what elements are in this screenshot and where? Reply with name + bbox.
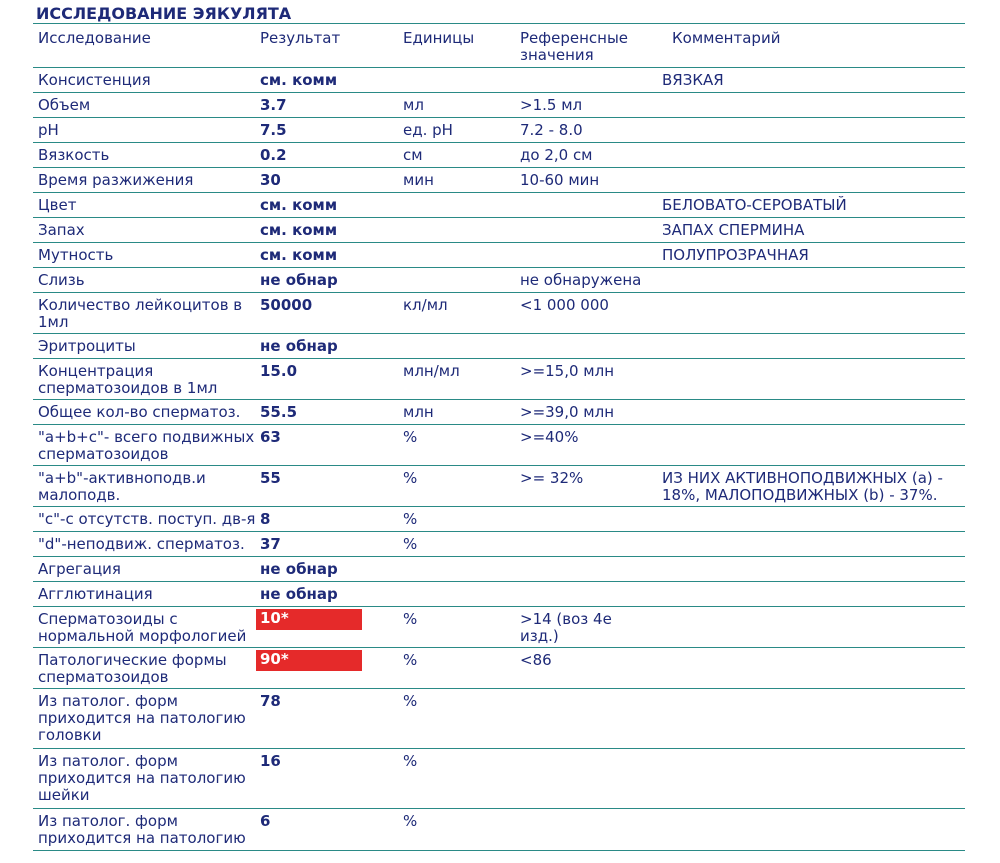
cell-result: не обнар <box>260 271 338 289</box>
cell-units: ед. pH <box>403 121 453 139</box>
cell-name: Агрегация <box>38 560 121 578</box>
cell-name: Агглютинация <box>38 585 153 603</box>
cell-result: 0.2 <box>260 146 287 164</box>
row-divider <box>33 67 965 68</box>
header-units: Единицы <box>403 29 475 47</box>
cell-result: 15.0 <box>260 362 298 380</box>
cell-units: % <box>403 510 418 528</box>
cell-name: Цвет <box>38 196 77 214</box>
cell-result: не обнар <box>260 337 338 355</box>
cell-result: см. комм <box>260 196 338 214</box>
cell-name: "a+b+c"- всего подвижных сперматозоидов <box>38 428 255 463</box>
cell-name: Патологические формы сперматозоидов <box>38 651 227 686</box>
cell-name: Время разжижения <box>38 171 194 189</box>
cell-result: 16 <box>260 752 281 770</box>
row-divider <box>33 606 965 607</box>
cell-name: Эритроциты <box>38 337 136 355</box>
row-divider <box>33 358 965 359</box>
row-divider <box>33 647 965 648</box>
cell-result: 30 <box>260 171 281 189</box>
cell-name: Общее кол-во сперматоз. <box>38 403 241 421</box>
row-divider <box>33 556 965 557</box>
row-divider <box>33 506 965 507</box>
row-divider <box>33 465 965 466</box>
row-divider <box>33 333 965 334</box>
cell-name: "a+b"-активноподв.и малоподв. <box>38 469 206 504</box>
cell-comment: ВЯЗКАЯ <box>662 71 724 89</box>
cell-units: млн <box>403 403 434 421</box>
cell-units: % <box>403 752 418 770</box>
cell-name: pH <box>38 121 59 139</box>
cell-name: Консистенция <box>38 71 151 89</box>
cell-ref: 7.2 - 8.0 <box>520 121 583 139</box>
cell-ref: >=39,0 млн <box>520 403 615 421</box>
cell-ref: >1.5 мл <box>520 96 583 114</box>
row-divider <box>33 850 965 851</box>
title-underline <box>33 23 965 24</box>
row-divider <box>33 117 965 118</box>
cell-units: мл <box>403 96 424 114</box>
cell-name: "d"-неподвиж. сперматоз. <box>38 535 245 553</box>
row-divider <box>33 142 965 143</box>
row-divider <box>33 531 965 532</box>
cell-units: мин <box>403 171 434 189</box>
cell-name: Сперматозоиды с нормальной морфологией <box>38 610 247 645</box>
cell-ref: <86 <box>520 651 552 669</box>
header-comment: Комментарий <box>672 29 781 47</box>
cell-units: млн/мл <box>403 362 460 380</box>
cell-result: 50000 <box>260 296 313 314</box>
cell-ref: 10-60 мин <box>520 171 600 189</box>
header-name: Исследование <box>38 29 151 47</box>
row-divider <box>33 192 965 193</box>
report-title: ИССЛЕДОВАНИЕ ЭЯКУЛЯТА <box>36 4 292 23</box>
cell-result: 63 <box>260 428 281 446</box>
cell-result: не обнар <box>260 560 338 578</box>
cell-units: кл/мл <box>403 296 448 314</box>
cell-result: см. комм <box>260 221 338 239</box>
cell-name: Вязкость <box>38 146 110 164</box>
cell-ref: >=40% <box>520 428 579 446</box>
cell-result: 6 <box>260 812 271 830</box>
cell-result: см. комм <box>260 71 338 89</box>
cell-name: Концентрация сперматозоидов в 1мл <box>38 362 218 397</box>
row-divider <box>33 267 965 268</box>
cell-result: 37 <box>260 535 281 553</box>
row-divider <box>33 688 965 689</box>
row-divider <box>33 399 965 400</box>
cell-result: 55.5 <box>260 403 298 421</box>
row-divider <box>33 242 965 243</box>
cell-ref: не обнаружена <box>520 271 642 289</box>
cell-ref: >14 (воз 4е изд.) <box>520 610 612 645</box>
row-divider <box>33 808 965 809</box>
cell-comment: ИЗ НИХ АКТИВНОПОДВИЖНЫХ (a) - 18%, МАЛОПОДВИЖНЫХ (b) - 37%. <box>662 469 943 504</box>
row-divider <box>33 748 965 749</box>
cell-name: Объем <box>38 96 91 114</box>
cell-units: % <box>403 469 418 487</box>
cell-result-flagged: 10* <box>256 609 362 630</box>
row-divider <box>33 167 965 168</box>
row-divider <box>33 217 965 218</box>
cell-units: % <box>403 535 418 553</box>
row-divider <box>33 581 965 582</box>
row-divider <box>33 424 965 425</box>
cell-name: Из патолог. форм приходится на патологию головки <box>38 692 246 744</box>
row-divider <box>33 292 965 293</box>
cell-result-flagged: 90* <box>256 650 362 671</box>
cell-result: не обнар <box>260 585 338 603</box>
cell-result: 8 <box>260 510 271 528</box>
header-result: Результат <box>260 29 341 47</box>
cell-result: 3.7 <box>260 96 287 114</box>
cell-ref: >=15,0 млн <box>520 362 615 380</box>
cell-units: % <box>403 610 418 628</box>
cell-name: Мутность <box>38 246 114 264</box>
cell-name: "c"-с отсутств. поступ. дв-я <box>38 510 256 528</box>
cell-units: % <box>403 428 418 446</box>
cell-units: % <box>403 692 418 710</box>
cell-comment: ЗАПАХ СПЕРМИНА <box>662 221 805 239</box>
cell-ref: >= 32% <box>520 469 584 487</box>
row-divider <box>33 92 965 93</box>
cell-comment: БЕЛОВАТО-СЕРОВАТЫЙ <box>662 196 847 214</box>
cell-name: Слизь <box>38 271 85 289</box>
cell-name: Из патолог. форм приходится на патологию <box>38 812 246 847</box>
cell-result: 7.5 <box>260 121 287 139</box>
cell-units: % <box>403 651 418 669</box>
cell-units: % <box>403 812 418 830</box>
cell-result: см. комм <box>260 246 338 264</box>
cell-ref: <1 000 000 <box>520 296 609 314</box>
cell-result: 78 <box>260 692 281 710</box>
cell-name: Из патолог. форм приходится на патологию шейки <box>38 752 246 804</box>
cell-units: см <box>403 146 423 164</box>
cell-ref: до 2,0 см <box>520 146 593 164</box>
cell-name: Количество лейкоцитов в 1мл <box>38 296 243 331</box>
header-ref: Референсные значения <box>520 29 629 64</box>
cell-comment: ПОЛУПРОЗРАЧНАЯ <box>662 246 809 264</box>
cell-name: Запах <box>38 221 85 239</box>
cell-result: 55 <box>260 469 281 487</box>
